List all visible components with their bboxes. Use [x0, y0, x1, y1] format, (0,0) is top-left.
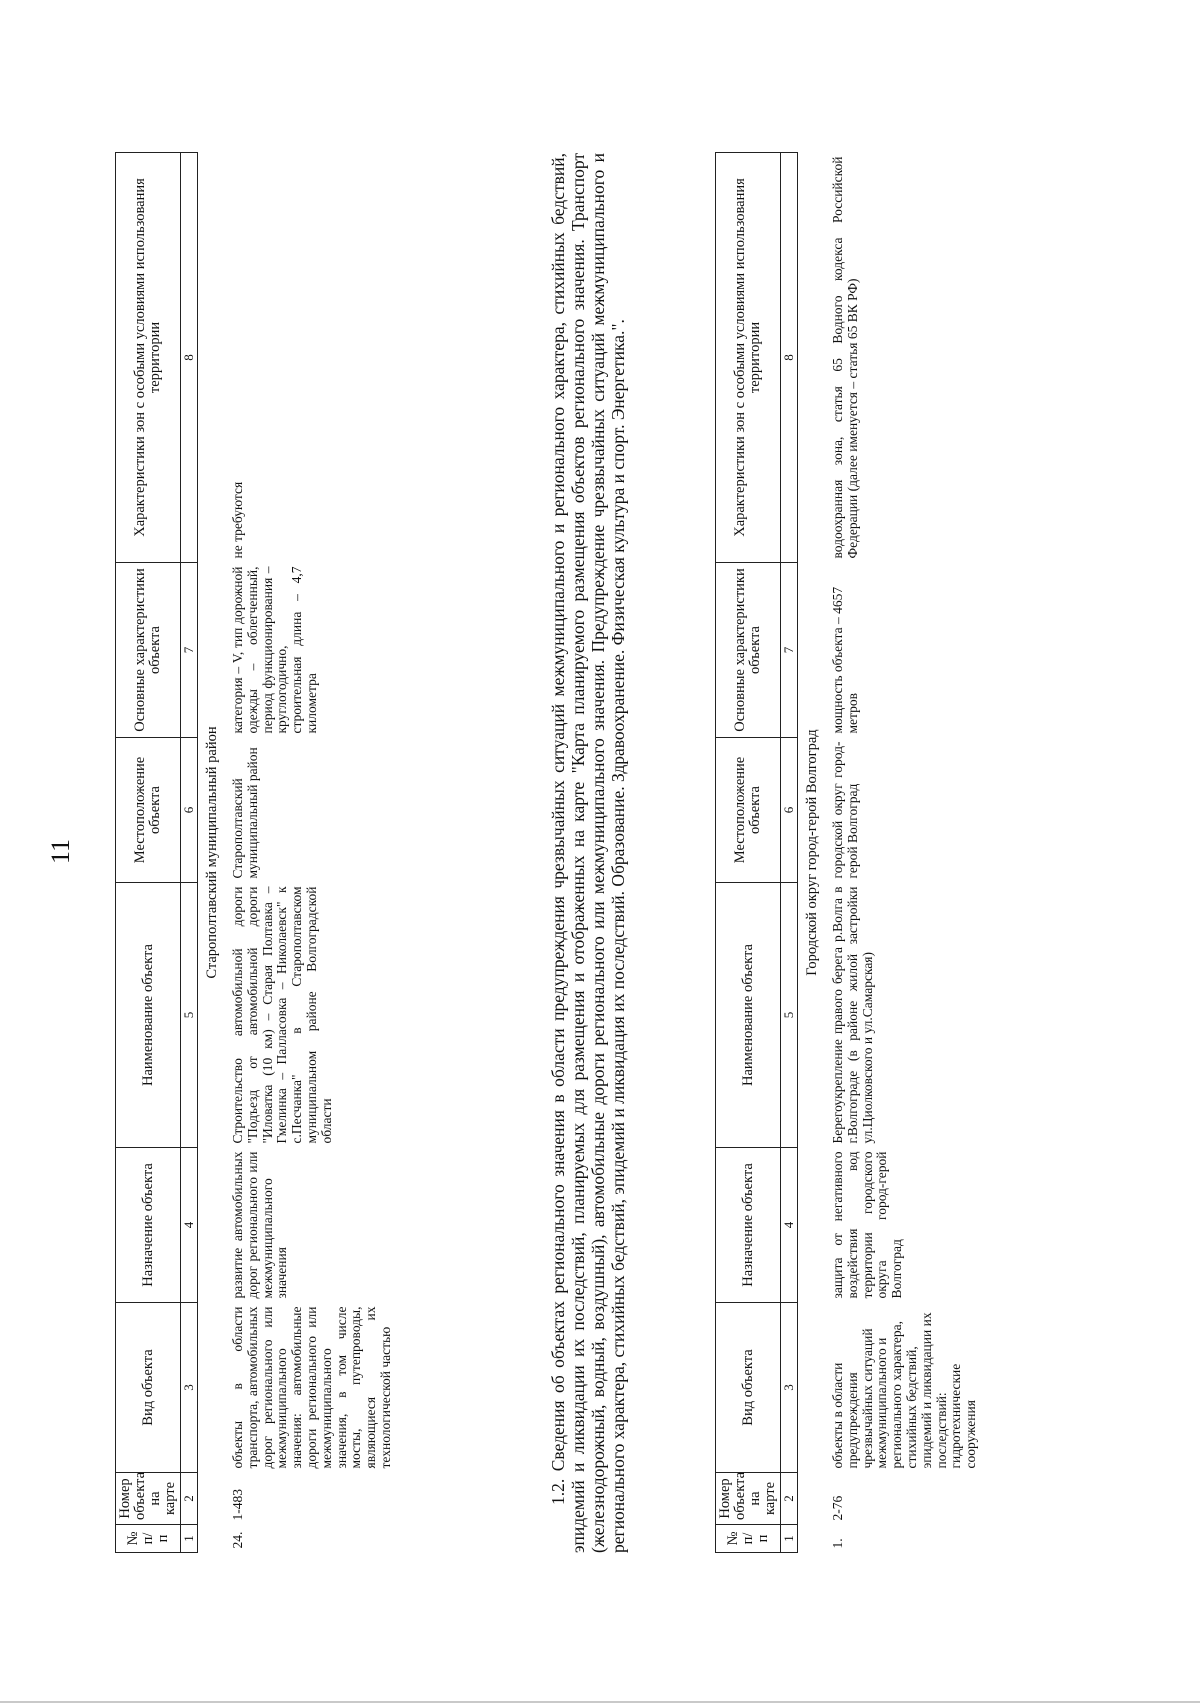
cell-characteristics: категория – V, тип дорожной одежды – облегченный, период функционирования – круглогодично, строительная длина – 4,7 километра: [230, 566, 319, 734]
column-number: 1: [181, 1525, 198, 1553]
cell-location: Старополтавский муниципальный район: [230, 747, 260, 879]
header-number: № п/п: [116, 1525, 181, 1553]
column-numbers-row: [781, 153, 798, 1553]
column-number: 4: [181, 1148, 198, 1303]
header-kind: Вид объекта: [716, 1303, 781, 1473]
section-title: Старополтавский муниципальный район: [204, 726, 220, 979]
objects-table-volgograd: [715, 152, 981, 1553]
cell-number: 24.: [230, 1531, 245, 1549]
header-location: Местоположение объекта: [716, 738, 781, 883]
cell-name: Берегоукрепление правого берега р.Волга в г.Волгограде (в районе жилой застройки ул.Циолковского и ул.Самарская): [830, 886, 875, 1144]
column-number: 6: [181, 738, 198, 883]
table-row: [229, 153, 396, 1553]
column-number: 4: [781, 1148, 798, 1303]
column-number: 7: [781, 563, 798, 738]
header-name: Наименование объекта: [116, 883, 181, 1148]
cell-characteristics: мощность объекта – 4657 метров: [830, 586, 860, 734]
column-number: 8: [181, 153, 198, 563]
header-map-number: Номер объекта на карте: [116, 1473, 181, 1525]
header-kind: Вид объекта: [116, 1303, 181, 1473]
column-number: 7: [181, 563, 198, 738]
header-characteristics: Основные характеристики объекта: [716, 563, 781, 738]
cell-location: городской округ город-герой Волгоград: [830, 741, 860, 879]
header-number: № п/п: [716, 1525, 781, 1553]
cell-map-number: 2-76: [830, 1495, 845, 1521]
cell-zones: водоохранная зона, статья 65 Водного кодекса Российской Федерации (далее именуется – статья 65 ВК РФ): [830, 156, 860, 559]
header-purpose: Назначение объекта: [116, 1148, 181, 1303]
section-row: [198, 153, 230, 1553]
header-location: Местоположение объекта: [116, 738, 181, 883]
column-number: 2: [781, 1473, 798, 1525]
column-number: 5: [781, 883, 798, 1148]
section-row: [798, 153, 830, 1553]
cell-number: 1.: [830, 1538, 845, 1549]
header-zones: Характеристики зон с особыми условиями использования территории: [716, 153, 781, 563]
cell-purpose: развитие автомобильных дорог регионального или межмуниципального значения: [230, 1151, 290, 1299]
cell-kind: объекты в области предупреждения чрезвычайных ситуаций межмуниципального и регионального характера, стихийных бедствий, эпидемий и ликвидации их последствий: гидротехнические сооружения: [830, 1312, 979, 1469]
column-numbers-row: [181, 153, 198, 1553]
table-row: [829, 153, 981, 1553]
header-zones: Характеристики зон с особыми условиями использования территории: [116, 153, 181, 563]
objects-table-staropoltavsky: [115, 152, 396, 1553]
section-title: Городской округ город-герой Волгоград: [804, 729, 820, 976]
page-number: 11: [46, 838, 75, 865]
column-number: 5: [181, 883, 198, 1148]
header-name: Наименование объекта: [716, 883, 781, 1148]
column-number: 1: [781, 1525, 798, 1553]
cell-purpose: защита от негативного воздействия вод территории городского округа город-герой Волгоград: [830, 1151, 905, 1299]
column-number: 3: [781, 1303, 798, 1473]
table-header-row: [716, 153, 781, 1553]
cell-kind: объекты в области транспорта, автомобильных дорог регионального или межмуниципального значения: автомобильные дороги регионального или межмуниципального значения, в том числе мосты, путепроводы, являющиеся их технологической частью: [230, 1306, 393, 1469]
table-header-row: [116, 153, 181, 1553]
cell-zones: не требуются: [230, 481, 245, 559]
cell-map-number: 1-483: [230, 1489, 245, 1521]
column-number: 6: [781, 738, 798, 883]
header-characteristics: Основные характеристики объекта: [116, 563, 181, 738]
cell-name: Строительство автомобильной дороги "Подъезд от автомобильной дороги "Иловатка (10 км) – Старая Полтавка – Гмелинка – Палласовка – Николаевск" к с.Песчанка" в Старополтавском муниципальном районе Волгоградской области: [230, 886, 334, 1144]
column-number: 2: [181, 1473, 198, 1525]
header-map-number: Номер объекта на карте: [716, 1473, 781, 1525]
section-paragraph: [548, 153, 628, 1553]
header-purpose: Назначение объекта: [716, 1148, 781, 1303]
column-number: 3: [181, 1303, 198, 1473]
paragraph-text: 1.2. Сведения об объектах регионального значения в области предупреждения чрезвычайных ситуаций межмуниципального и регионального характера, стихийных бедствий, эпидемий и ликвидации их последствий, планируемых для размещения и отображенных на карте "Карта планируемого размещения объектов регионального значения. Транспорт (железнодорожный, водный, воздушный), автомобильные дороги регионального или межмуниципального значения. Предупреждение чрезвычайных ситуаций межмуниципального и регионального характера, стихийных бедствий, эпидемий и ликвидация их последствий. Образование. Здравоохранение. Физическая культура и спорт. Энергетика.".: [548, 153, 628, 1553]
column-number: 8: [781, 153, 798, 563]
